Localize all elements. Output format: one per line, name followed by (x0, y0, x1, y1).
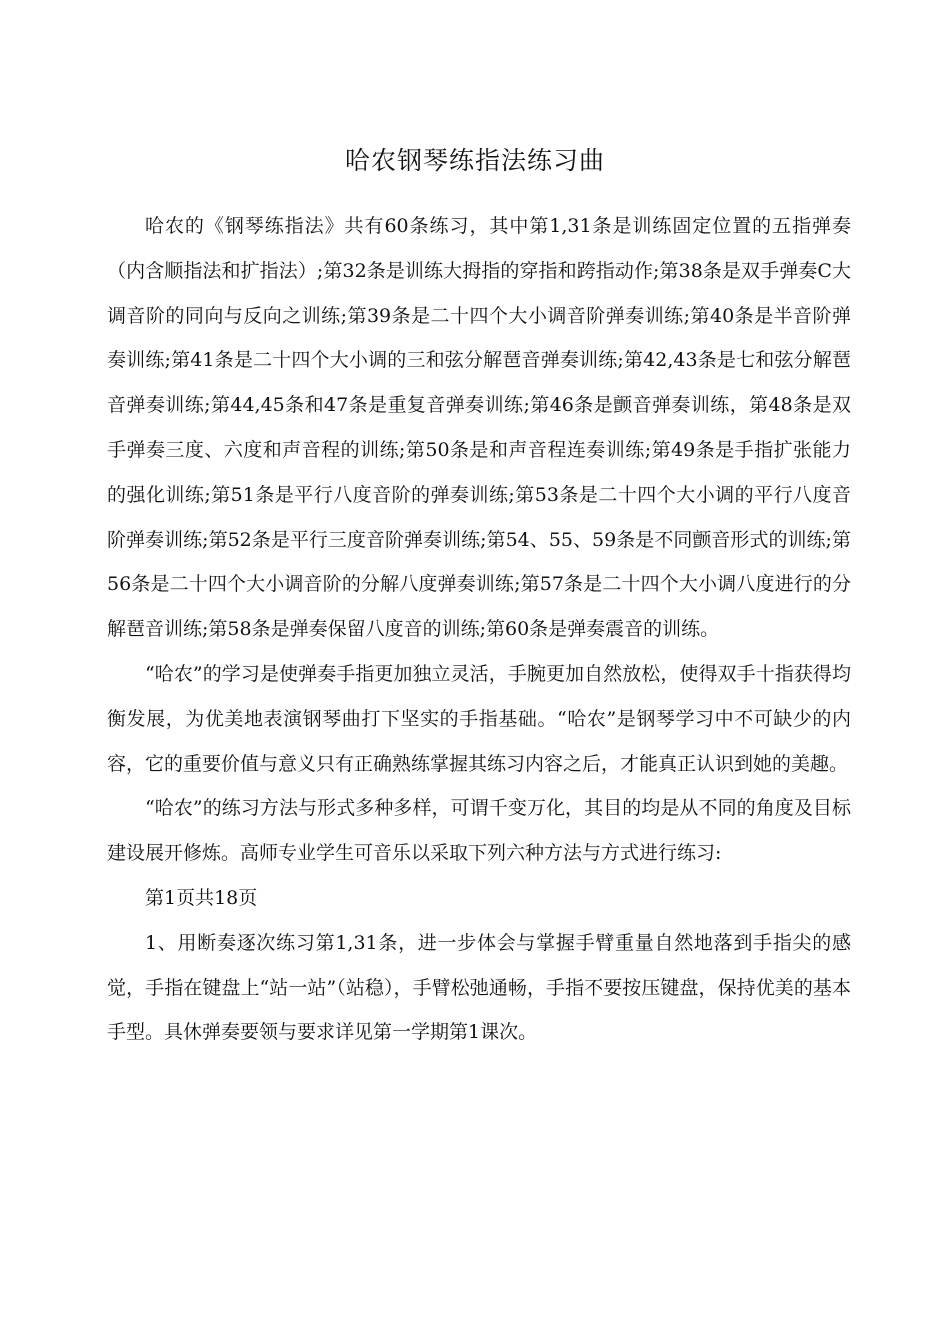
page-indicator: 第1页共18页 (145, 886, 258, 909)
paragraph-importance: “哈农”的学习是使弹奏手指更加独立灵活，手腕更加自然放松，使得双手十指获得均衡发展，为优美地表演钢琴曲打下坚实的手指基础。“哈农”是钢琴学习中不可缺少的内容，它的重要价值与意义只有正确熟练掌握其练习内容之后，才能真正认识到她的美趣。 (107, 662, 851, 775)
paragraph-exercise-list: 哈农的《钢琴练指法》共有60条练习，其中第1,31条是训练固定位置的五指弹奏（内含顺指法和扩指法）;第32条是训练大拇指的穿指和跨指动作;第38条是双手弹奏C大调音阶的同向与反向之训练;第39条是二十四个大小调音阶弹奏训练;第40条是半音阶弹奏训练;第41条是二十四个大小调的三和弦分解琶音弹奏训练;第42,43条是七和弦分解琶音弹奏训练;第44,45条和47条是重复音弹奏训练;第46条是颤音弹奏训练，第48条是双手弹奏三度、六度和声音程的训练;第50条是和声音程连奏训练;第49条是手指扩张能力的强化训练;第51条是平行八度音阶的弹奏训练;第53条是二十四个大小调的平行八度音阶弹奏训练;第52条是平行三度音阶弹奏训练;第54、55、59条是不同颤音形式的训练;第56条是二十四个大小调音阶的分解八度弹奏训练;第57条是二十四个大小调八度进行的分解琶音训练;第58条是弹奏保留八度音的训练;第60条是弹奏震音的训练。 (107, 215, 851, 641)
document-body (107, 204, 851, 1055)
document-title: 哈农钢琴练指法练习曲 (344, 146, 605, 175)
paragraph-methods-intro: “哈农”的练习方法与形式多种多样，可谓千变万化，其目的均是从不同的角度及目标建设展开修炼。高师专业学生可音乐以采取下列六种方法与方式进行练习: (107, 797, 851, 865)
paragraph-method-1: 1、用断奏逐次练习第1,31条，进一步体会与掌握手臂重量自然地落到手指尖的感觉，手指在键盘上“站一站”（站稳），手臂松弛通畅，手指不要按压键盘，保持优美的基本手型。具休弹奏要领与要求详见第一学期第1课次。 (107, 931, 851, 1044)
